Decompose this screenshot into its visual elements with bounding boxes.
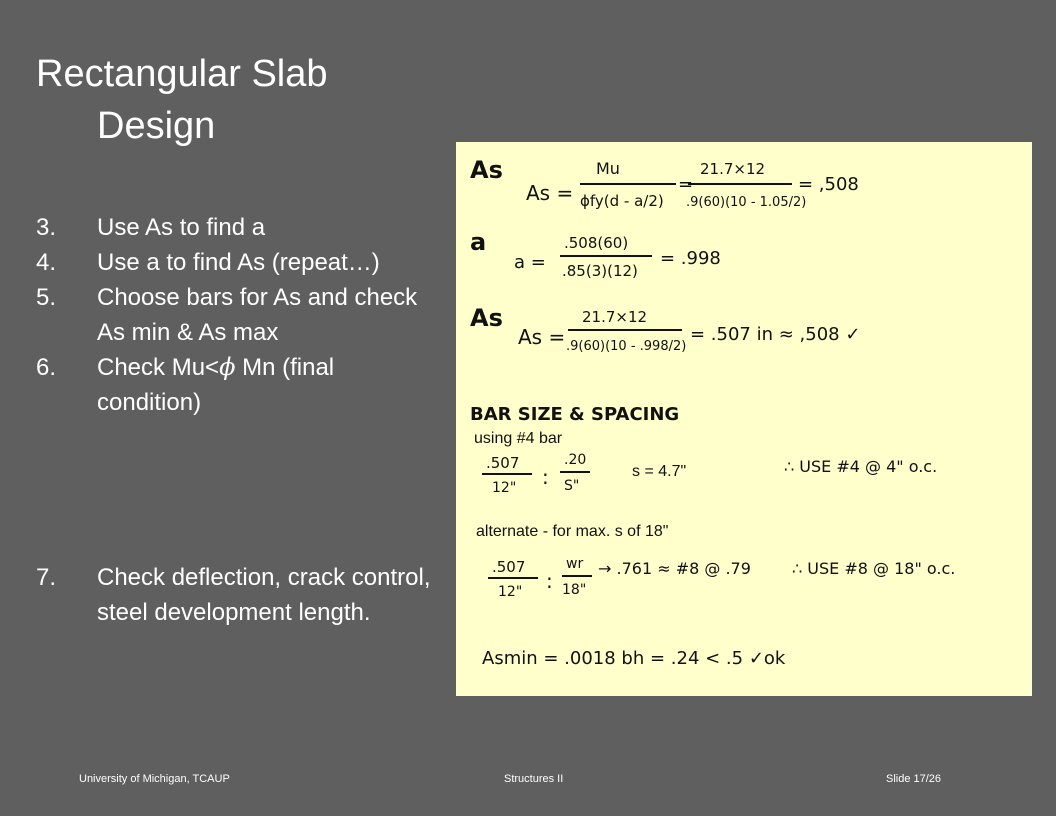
ratio2-denominator: 12" [498,584,523,600]
ratio2-result: → .761 ≈ #8 @ .79 [598,559,751,578]
eq-as1-numerator: Mu [596,159,620,178]
slide-title-line2: Design [97,105,216,147]
ratio1-denominator: 12" [492,480,517,496]
footer-institution: University of Michigan, TCAUP [79,773,230,785]
heading-as-1: As [470,156,503,184]
ratio2-denominator-2: 18" [562,582,587,598]
eq-as1-lhs: As = [526,181,574,205]
heading-bar-size-spacing: BAR SIZE & SPACING [470,404,680,425]
slide-title [36,48,328,152]
spacing-value: s = 4.7" [632,463,687,480]
step-item [36,350,436,420]
step-text: Use As to find a [97,214,266,241]
calculation-drawing [456,142,1032,696]
footer-course: Structures II [504,773,564,785]
heading-a: a [470,228,487,256]
use-bar-4: ∴ USE #4 @ 4" o.c. [784,457,938,476]
ratio1-numerator: .507 [486,454,520,472]
eq-a-denominator: .85(3)(12) [562,262,638,280]
step-item [36,280,436,350]
ratio-colon: : [546,569,553,593]
footer-slide-number: Slide 17/26 [886,773,942,785]
ratio1-numerator-2: .20 [564,452,587,468]
ratio-colon: : [542,465,549,489]
step-text: Check deflection, crack control, steel development length. [97,564,431,626]
as-min-check: Asmin = .0018 bh = .24 < .5 ✓ok [482,648,786,669]
step-number: 4. [36,249,57,276]
eq-as1-denominator-2: .9(60)(10 - 1.05/2) [686,195,807,210]
handwritten-calculation-sheet [456,142,1032,696]
step-text: Use a to find As (repeat…) [97,249,380,276]
eq-as1-denominator: ϕfy(d - a/2) [580,192,664,210]
eq-a-numerator: .508(60) [564,234,629,252]
eq-as2-denominator: .9(60)(10 - .998/2) [566,339,687,354]
eq-as1-numerator-2: 21.7×12 [700,160,766,178]
step-number: 3. [36,214,57,241]
step-text-b: Mn (final condition) [97,354,335,416]
alternate-note: alternate - for max. s of 18" [476,523,669,540]
eq-as2-numerator: 21.7×12 [582,308,648,326]
ratio2-numerator: .507 [492,558,526,576]
step-text: Choose bars for As and check As min & As max [97,284,418,346]
use-bar-8: ∴ USE #8 @ 18" o.c. [792,559,956,578]
step-text-a: Check Mu< [97,354,220,381]
eq-a-result: = .998 [660,248,721,269]
step-number: 7. [36,564,57,591]
equals-sign: = [678,174,694,195]
slide-title-line1: Rectangular Slab [36,53,328,95]
eq-as2-lhs: As = [518,325,566,349]
step-item [36,560,436,630]
step-number: 5. [36,284,57,311]
eq-a-lhs: a = [514,252,546,273]
step-item [36,210,436,245]
steps-list [36,210,436,630]
eq-as2-result: = .507 in ≈ ,508 ✓ [690,324,861,345]
eq-as1-result: = ,508 [798,174,859,195]
phi-symbol: ϕ [219,353,236,381]
step-number: 6. [36,354,57,381]
ratio1-denominator-2: S" [564,478,580,494]
step-item [36,245,436,280]
heading-as-2: As [470,304,503,332]
ratio2-numerator-2: wr [566,556,584,572]
using-bar-note: using #4 bar [474,430,563,447]
